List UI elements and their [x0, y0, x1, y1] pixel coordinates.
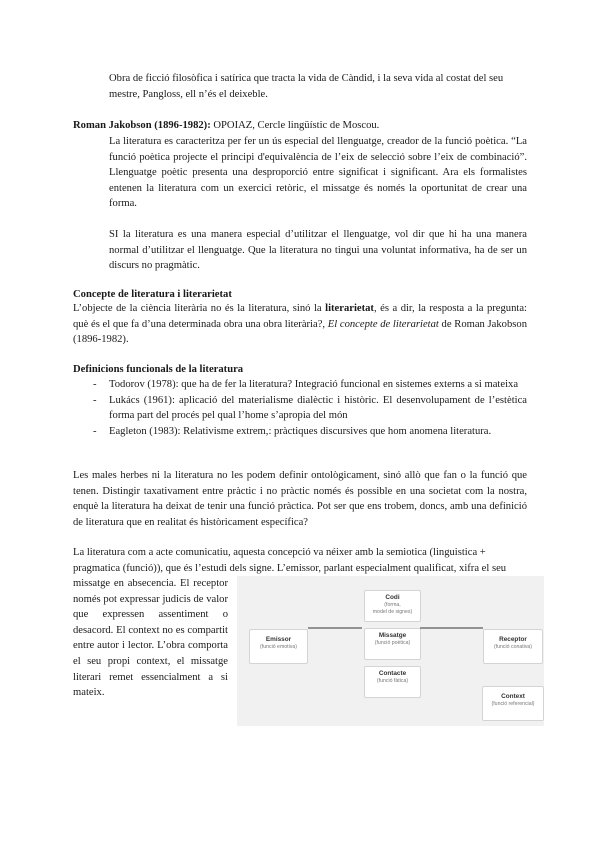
concepte-paragraph: [73, 301, 527, 348]
definicions-heading: Definicions funcionals de la literatura: [73, 364, 244, 375]
node-emissor: [249, 629, 308, 664]
list-item: - Todorov (1978): que ha de fer la literatura? Integració funcional en sistemes externs a si mateixa: [81, 377, 527, 393]
concepte-heading: Concepte de literatura i literarietat: [73, 289, 232, 300]
acte-line-1: La literatura com a acte comunicatiu, aquesta concepció va néixer amb la semiotica (linguistica +: [73, 547, 486, 558]
concepte-text-2: , és a dir, la resposta a la pregunta: què és el que fa d’una determinada obra una obra literària?,: [73, 303, 527, 330]
node-emissor-title: Emissor: [265, 636, 292, 643]
node-contacte: [364, 666, 421, 698]
node-codi-title: Codi: [385, 594, 400, 601]
jakobson-paragraph-2: SI la literatura es una manera especial d’utilitzar el llenguatge, vol dir que hi ha una manera normal d’utilitzar el llenguatge. Que la literatura no tingui una voluntat informativa, ha de ser un discurs no pragmàtic.: [109, 229, 527, 272]
node-codi-sub: (forma, model de signes): [372, 602, 413, 615]
node-missatge-title: Missatge: [378, 632, 407, 639]
node-receptor: [483, 629, 543, 664]
node-context-sub: (funció referencial): [491, 701, 535, 707]
node-missatge-sub: (funció poètica): [374, 640, 411, 646]
males-herbes-paragraph: Les males herbes ni la literatura no les podem definir ontològicament, sinó allò que fan o la funció que tenen. Distingir taxativament entre pràctic i no pràctic només és possible en una societat com la nostra, enquè la literatura ha deixat de tenir una funció pràctica. Pot ser que ens trobem, doncs, amb una definició de literatura que en realitat és històricament específica?: [73, 470, 527, 528]
node-receptor-title: Receptor: [499, 636, 527, 643]
node-contacte-title: Contacte: [378, 670, 407, 677]
communication-diagram: [237, 576, 544, 726]
node-receptor-sub: (funció conativa): [493, 644, 533, 650]
node-emissor-sub: (funció emotiva): [260, 644, 297, 650]
jakobson-name: Roman Jakobson (1896-1982):: [73, 120, 211, 131]
node-context: [482, 686, 544, 721]
node-codi: [364, 590, 421, 622]
candide-line-1: Obra de ficció filosòfica i satírica que tracta la vida de Càndid, i la seva vida al costat del seu: [109, 73, 504, 84]
concepte-text-1: L’objecte de la ciència literària no és la literatura, sinó la: [73, 303, 326, 314]
node-contacte-sub: (funció fàtica): [376, 678, 409, 684]
list-item: - Eagleton (1983): Relativisme extrem,: pràctiques discursives que hom anomena literatura.: [81, 424, 527, 440]
list-item: - Lukács (1961): aplicació del materialisme dialèctic i històric. El desenvolupament de l’estètica forma part del procés pel qual l’home s’apropia del món: [81, 393, 527, 424]
jakobson-paragraph-1: La literatura es caracteritza per fer un ús especial del llenguatge, creador de la funció poètica. “La funció poètica projecte el principi d'equivalència de l’eix de selecció sobre l’eix de combinació”. Llenguatge poètic presenta una desproporció entre significat i significant. Ara els formalistes entenen la literatura com un exercici retòric, el missatge és només la oportunitat de crear una forma.: [109, 136, 527, 210]
node-missatge: [364, 628, 421, 660]
node-context-title: Context: [501, 693, 525, 700]
jakobson-affiliation: OPOIAZ, Cercle lingüístic de Moscou.: [210, 120, 380, 131]
candide-line-2: mestre, Pangloss, ell n’és el deixeble.: [109, 89, 268, 100]
definicions-list: [81, 377, 527, 439]
concepte-text-3: de Roman Jakobson (1896-1982).: [73, 318, 527, 346]
concepte-italic-title: El concepte de literarietat: [327, 318, 439, 330]
concepte-bold-term: literarietat: [325, 303, 374, 314]
acte-paragraph-rest: missatge en absecencia. El receptor només pot expressar judicis de valor que expressen assentiment o desacord. El context no es compartit entre autor i lector. L’obra comporta el seu propi context, el missatge literari remet essencialment a si mateix.: [73, 578, 228, 699]
jakobson-heading: [73, 118, 379, 134]
acte-line-2: pragmatica (funció)), que és l’estudi dels signe. L’emissor, parlant especialment qualificat, xifra el seu: [73, 563, 507, 574]
